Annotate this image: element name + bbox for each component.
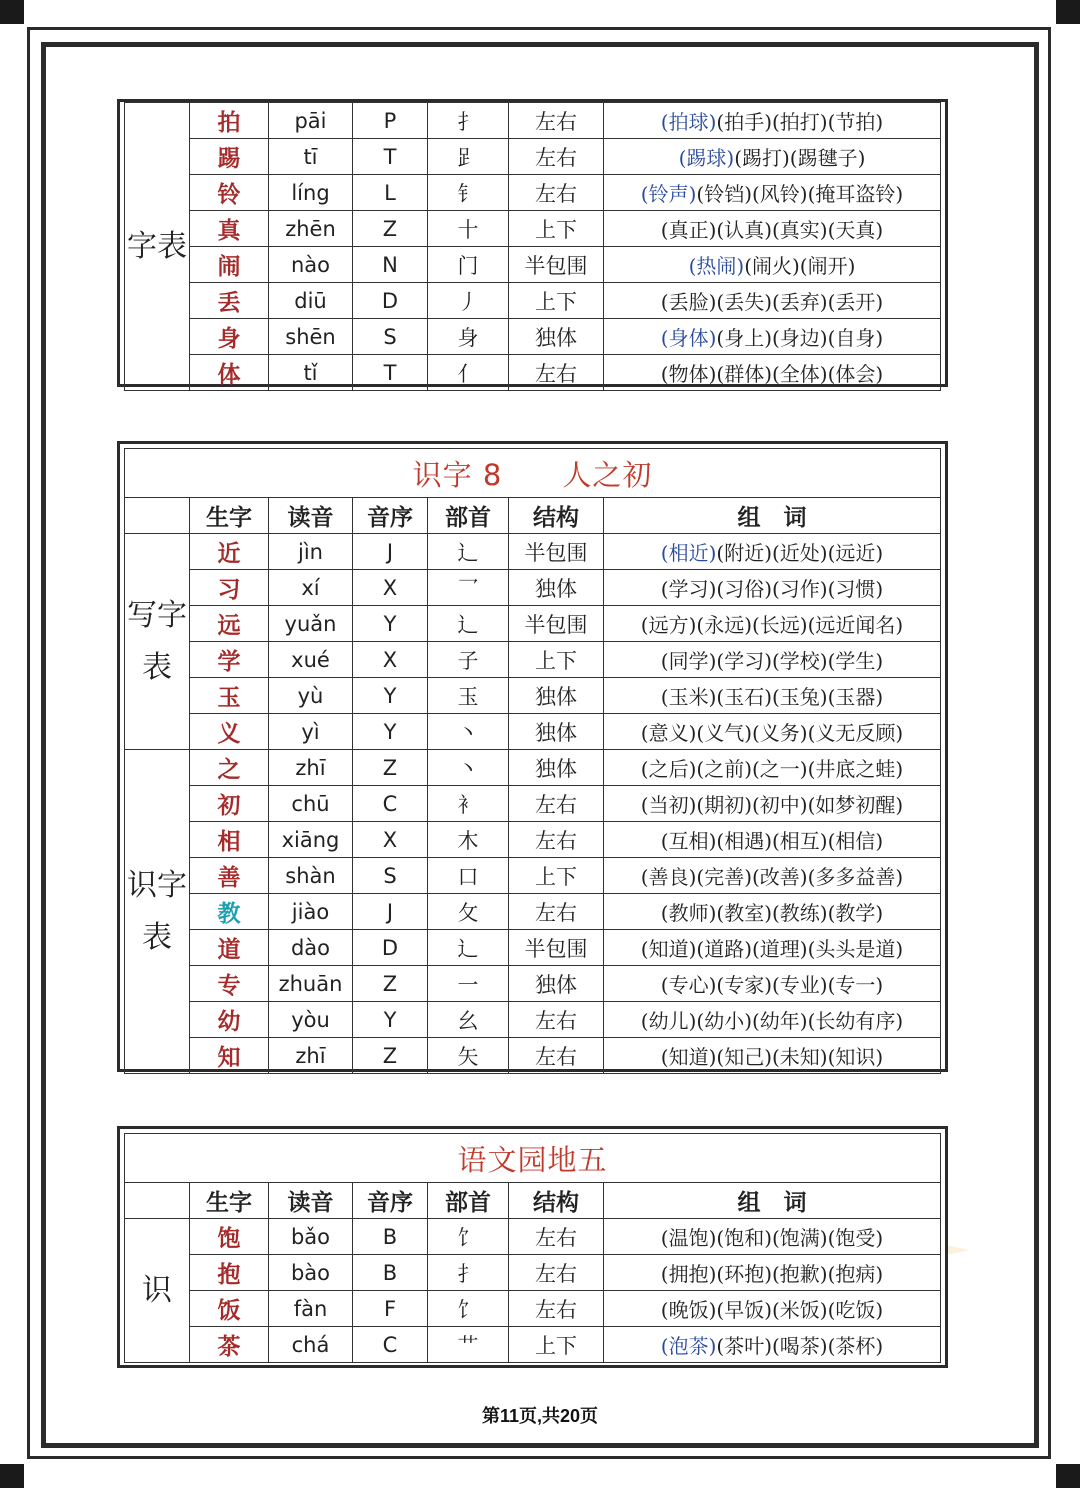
pinyin-cell: diū bbox=[269, 283, 353, 319]
words-cell bbox=[604, 534, 941, 570]
radical-cell: 辶 bbox=[428, 930, 509, 966]
words-cell bbox=[604, 1255, 941, 1291]
character-cell: 身 bbox=[190, 319, 269, 355]
words-cell bbox=[604, 103, 941, 139]
structure-cell: 左右 bbox=[509, 1291, 604, 1327]
structure-cell: 左右 bbox=[509, 355, 604, 391]
structure-cell: 独体 bbox=[509, 966, 604, 1002]
table-1 bbox=[124, 102, 941, 391]
radical-cell: 辶 bbox=[428, 534, 509, 570]
character-cell: 初 bbox=[190, 786, 269, 822]
table-1-container bbox=[117, 99, 948, 387]
pinyin-cell: jiào bbox=[269, 894, 353, 930]
table-row bbox=[125, 750, 941, 786]
structure-cell: 左右 bbox=[509, 1255, 604, 1291]
letter-order-cell: T bbox=[353, 355, 428, 391]
corner-mark bbox=[0, 0, 24, 24]
radical-cell: 幺 bbox=[428, 1002, 509, 1038]
table-3 bbox=[124, 1133, 941, 1363]
word-list: (教师)(教室)(教练)(教学) bbox=[660, 901, 884, 925]
letter-order-cell: C bbox=[353, 786, 428, 822]
table-row bbox=[125, 894, 941, 930]
column-header: 音序 bbox=[353, 498, 428, 534]
word-list: (闹火)(闹开) bbox=[744, 254, 856, 278]
letter-order-cell: Y bbox=[353, 678, 428, 714]
radical-cell: 一 bbox=[428, 966, 509, 1002]
table-2-container bbox=[117, 441, 948, 1072]
radical-cell: 口 bbox=[428, 858, 509, 894]
word-list: (踢打)(踢毽子) bbox=[734, 146, 866, 170]
pinyin-cell: dào bbox=[269, 930, 353, 966]
structure-cell: 上下 bbox=[509, 858, 604, 894]
character-cell: 拍 bbox=[190, 103, 269, 139]
letter-order-cell: B bbox=[353, 1219, 428, 1255]
highlighted-word: (热闹) bbox=[688, 254, 745, 278]
page-number: 第11页,共20页 bbox=[481, 1406, 599, 1426]
character-cell: 远 bbox=[190, 606, 269, 642]
word-list: (拥抱)(环抱)(抱歉)(抱病) bbox=[660, 1262, 884, 1286]
character-cell: 丢 bbox=[190, 283, 269, 319]
character-cell: 习 bbox=[190, 570, 269, 606]
words-cell bbox=[604, 283, 941, 319]
radical-cell: 𧾷 bbox=[428, 139, 509, 175]
table-row bbox=[125, 930, 941, 966]
letter-order-cell: F bbox=[353, 1291, 428, 1327]
pinyin-cell: xué bbox=[269, 642, 353, 678]
structure-cell: 独体 bbox=[509, 570, 604, 606]
column-header: 生字 bbox=[190, 1183, 269, 1219]
character-cell: 专 bbox=[190, 966, 269, 1002]
column-header: 部首 bbox=[428, 1183, 509, 1219]
pinyin-cell: pāi bbox=[269, 103, 353, 139]
column-header: 读音 bbox=[269, 498, 353, 534]
column-header: 读音 bbox=[269, 1183, 353, 1219]
category-label: 写字表 bbox=[125, 534, 190, 750]
word-list: (同学)(学习)(学校)(学生) bbox=[660, 649, 884, 673]
word-list: (意义)(义气)(义务)(义无反顾) bbox=[640, 721, 904, 745]
character-cell: 近 bbox=[190, 534, 269, 570]
highlighted-word: (踢球) bbox=[678, 146, 735, 170]
letter-order-cell: X bbox=[353, 570, 428, 606]
character-cell: 饱 bbox=[190, 1219, 269, 1255]
column-header: 组 词 bbox=[604, 1183, 941, 1219]
table-row bbox=[125, 714, 941, 750]
column-header: 生字 bbox=[190, 498, 269, 534]
table-row bbox=[125, 1219, 941, 1255]
letter-order-cell: Y bbox=[353, 714, 428, 750]
words-cell bbox=[604, 1327, 941, 1363]
word-list: (善良)(完善)(改善)(多多益善) bbox=[640, 865, 904, 889]
words-cell bbox=[604, 175, 941, 211]
category-label: 识字表 bbox=[125, 750, 190, 1074]
words-cell bbox=[604, 319, 941, 355]
words-cell bbox=[604, 247, 941, 283]
table-row bbox=[125, 1327, 941, 1363]
structure-cell: 半包围 bbox=[509, 247, 604, 283]
table-row bbox=[125, 606, 941, 642]
radical-cell: 饣 bbox=[428, 1291, 509, 1327]
letter-order-cell: S bbox=[353, 858, 428, 894]
letter-order-cell: T bbox=[353, 139, 428, 175]
pinyin-cell: yù bbox=[269, 678, 353, 714]
pinyin-cell: yòu bbox=[269, 1002, 353, 1038]
word-list: (茶叶)(喝茶)(茶杯) bbox=[716, 1334, 884, 1358]
highlighted-word: (铃声) bbox=[640, 182, 697, 206]
pinyin-cell: zhēn bbox=[269, 211, 353, 247]
structure-cell: 半包围 bbox=[509, 930, 604, 966]
words-cell bbox=[604, 1291, 941, 1327]
word-list: (互相)(相遇)(相互)(相信) bbox=[660, 829, 884, 853]
pinyin-cell: shàn bbox=[269, 858, 353, 894]
pinyin-cell: fàn bbox=[269, 1291, 353, 1327]
radical-cell: 丶 bbox=[428, 714, 509, 750]
pinyin-cell: chū bbox=[269, 786, 353, 822]
letter-order-cell: D bbox=[353, 930, 428, 966]
letter-order-cell: C bbox=[353, 1327, 428, 1363]
word-list: (温饱)(饱和)(饱满)(饱受) bbox=[660, 1226, 884, 1250]
word-list: (幼儿)(幼小)(幼年)(长幼有序) bbox=[640, 1009, 904, 1033]
word-list: (晚饭)(早饭)(米饭)(吃饭) bbox=[660, 1298, 884, 1322]
words-cell bbox=[604, 1002, 941, 1038]
words-cell bbox=[604, 570, 941, 606]
table-row bbox=[125, 570, 941, 606]
words-cell bbox=[604, 966, 941, 1002]
letter-order-cell: Z bbox=[353, 750, 428, 786]
word-list: (铃铛)(风铃)(掩耳盗铃) bbox=[696, 182, 904, 206]
structure-cell: 左右 bbox=[509, 1002, 604, 1038]
table-3-container bbox=[117, 1126, 948, 1368]
words-cell bbox=[604, 750, 941, 786]
table-row bbox=[125, 211, 941, 247]
pinyin-cell: xiāng bbox=[269, 822, 353, 858]
table-row bbox=[125, 319, 941, 355]
word-list: (物体)(群体)(全体)(体会) bbox=[660, 362, 884, 386]
radical-cell: 丶 bbox=[428, 750, 509, 786]
structure-cell: 半包围 bbox=[509, 534, 604, 570]
table-row bbox=[125, 822, 941, 858]
pinyin-cell: zhī bbox=[269, 1038, 353, 1074]
table-header-row bbox=[125, 498, 941, 534]
character-cell: 闹 bbox=[190, 247, 269, 283]
table-row bbox=[125, 103, 941, 139]
letter-order-cell: B bbox=[353, 1255, 428, 1291]
table-3-title: 语文园地五 bbox=[125, 1134, 941, 1183]
pinyin-cell: nào bbox=[269, 247, 353, 283]
table-row bbox=[125, 534, 941, 570]
word-list: (玉米)(玉石)(玉兔)(玉器) bbox=[660, 685, 884, 709]
radical-cell: 身 bbox=[428, 319, 509, 355]
character-cell: 相 bbox=[190, 822, 269, 858]
character-cell: 铃 bbox=[190, 175, 269, 211]
column-header: 组 词 bbox=[604, 498, 941, 534]
character-cell: 之 bbox=[190, 750, 269, 786]
radical-cell: 玉 bbox=[428, 678, 509, 714]
radical-cell: 钅 bbox=[428, 175, 509, 211]
radical-cell: 十 bbox=[428, 211, 509, 247]
column-header: 结构 bbox=[509, 498, 604, 534]
pinyin-cell: zhī bbox=[269, 750, 353, 786]
words-cell bbox=[604, 1038, 941, 1074]
pinyin-cell: yuǎn bbox=[269, 606, 353, 642]
pinyin-cell: bǎo bbox=[269, 1219, 353, 1255]
word-list: (专心)(专家)(专业)(专一) bbox=[660, 973, 884, 997]
character-cell: 幼 bbox=[190, 1002, 269, 1038]
structure-cell: 半包围 bbox=[509, 606, 604, 642]
structure-cell: 上下 bbox=[509, 1327, 604, 1363]
word-list: (知道)(知己)(未知)(知识) bbox=[660, 1045, 884, 1069]
corner-mark bbox=[1056, 0, 1080, 24]
column-header: 结构 bbox=[509, 1183, 604, 1219]
structure-cell: 左右 bbox=[509, 139, 604, 175]
table-2-title: 识字 8 人之初 bbox=[125, 449, 941, 498]
highlighted-word: (泡茶) bbox=[660, 1334, 717, 1358]
structure-cell: 左右 bbox=[509, 822, 604, 858]
highlighted-word: (身体) bbox=[660, 326, 717, 350]
character-cell: 教 bbox=[190, 894, 269, 930]
character-cell: 玉 bbox=[190, 678, 269, 714]
radical-cell: 艹 bbox=[428, 1327, 509, 1363]
letter-order-cell: X bbox=[353, 822, 428, 858]
radical-cell: 饣 bbox=[428, 1219, 509, 1255]
word-list: (当初)(期初)(初中)(如梦初醒) bbox=[640, 793, 904, 817]
radical-cell: 矢 bbox=[428, 1038, 509, 1074]
structure-cell: 左右 bbox=[509, 786, 604, 822]
character-cell: 真 bbox=[190, 211, 269, 247]
table-header-row bbox=[125, 1183, 941, 1219]
letter-order-cell: P bbox=[353, 103, 428, 139]
table-row bbox=[125, 1291, 941, 1327]
letter-order-cell: Y bbox=[353, 606, 428, 642]
table-row bbox=[125, 247, 941, 283]
pinyin-cell: jìn bbox=[269, 534, 353, 570]
letter-order-cell: Y bbox=[353, 1002, 428, 1038]
column-header: 部首 bbox=[428, 498, 509, 534]
character-cell: 抱 bbox=[190, 1255, 269, 1291]
table-row bbox=[125, 966, 941, 1002]
character-cell: 踢 bbox=[190, 139, 269, 175]
words-cell bbox=[604, 211, 941, 247]
letter-order-cell: X bbox=[353, 642, 428, 678]
word-list: (真正)(认真)(真实)(天真) bbox=[660, 218, 884, 242]
words-cell bbox=[604, 858, 941, 894]
radical-cell: 门 bbox=[428, 247, 509, 283]
structure-cell: 独体 bbox=[509, 319, 604, 355]
structure-cell: 左右 bbox=[509, 1219, 604, 1255]
table-row bbox=[125, 175, 941, 211]
letter-order-cell: Z bbox=[353, 966, 428, 1002]
letter-order-cell: N bbox=[353, 247, 428, 283]
pinyin-cell: xí bbox=[269, 570, 353, 606]
word-list: (身上)(身边)(自身) bbox=[716, 326, 884, 350]
pinyin-cell: tī bbox=[269, 139, 353, 175]
radical-cell: 辶 bbox=[428, 606, 509, 642]
structure-cell: 上下 bbox=[509, 211, 604, 247]
letter-order-cell: S bbox=[353, 319, 428, 355]
structure-cell: 上下 bbox=[509, 283, 604, 319]
structure-cell: 左右 bbox=[509, 175, 604, 211]
letter-order-cell: Z bbox=[353, 211, 428, 247]
pinyin-cell: líng bbox=[269, 175, 353, 211]
words-cell bbox=[604, 1219, 941, 1255]
character-cell: 道 bbox=[190, 930, 269, 966]
word-list: (学习)(习俗)(习作)(习惯) bbox=[660, 577, 884, 601]
structure-cell: 左右 bbox=[509, 103, 604, 139]
table-row bbox=[125, 139, 941, 175]
table-row bbox=[125, 1002, 941, 1038]
table-row bbox=[125, 1038, 941, 1074]
pinyin-cell: bào bbox=[269, 1255, 353, 1291]
category-label: 识 bbox=[125, 1219, 190, 1363]
words-cell bbox=[604, 894, 941, 930]
radical-cell: 丿 bbox=[428, 283, 509, 319]
letter-order-cell: D bbox=[353, 283, 428, 319]
words-cell bbox=[604, 786, 941, 822]
radical-cell: 扌 bbox=[428, 103, 509, 139]
radical-cell: 子 bbox=[428, 642, 509, 678]
radical-cell: 衤 bbox=[428, 786, 509, 822]
character-cell: 茶 bbox=[190, 1327, 269, 1363]
character-cell: 体 bbox=[190, 355, 269, 391]
radical-cell: 扌 bbox=[428, 1255, 509, 1291]
character-cell: 学 bbox=[190, 642, 269, 678]
words-cell bbox=[604, 678, 941, 714]
words-cell bbox=[604, 714, 941, 750]
words-cell bbox=[604, 642, 941, 678]
radical-cell: 木 bbox=[428, 822, 509, 858]
structure-cell: 左右 bbox=[509, 1038, 604, 1074]
radical-cell: 攵 bbox=[428, 894, 509, 930]
highlighted-word: (相近) bbox=[660, 541, 717, 565]
header-blank bbox=[125, 1183, 190, 1219]
table-row bbox=[125, 1255, 941, 1291]
word-list: (附近)(近处)(远近) bbox=[716, 541, 884, 565]
letter-order-cell: J bbox=[353, 894, 428, 930]
word-list: (丢脸)(丢失)(丢弃)(丢开) bbox=[660, 290, 884, 314]
table-row bbox=[125, 786, 941, 822]
word-list: (拍手)(拍打)(节拍) bbox=[716, 110, 884, 134]
radical-cell: 亻 bbox=[428, 355, 509, 391]
table-row bbox=[125, 355, 941, 391]
corner-mark bbox=[0, 1464, 24, 1488]
pinyin-cell: shēn bbox=[269, 319, 353, 355]
pinyin-cell: yì bbox=[269, 714, 353, 750]
word-list: (知道)(道路)(道理)(头头是道) bbox=[640, 937, 904, 961]
pinyin-cell: chá bbox=[269, 1327, 353, 1363]
table-row bbox=[125, 678, 941, 714]
word-list: (之后)(之前)(之一)(井底之蛙) bbox=[640, 757, 904, 781]
letter-order-cell: Z bbox=[353, 1038, 428, 1074]
column-header: 音序 bbox=[353, 1183, 428, 1219]
pinyin-cell: zhuān bbox=[269, 966, 353, 1002]
radical-cell: 乛 bbox=[428, 570, 509, 606]
structure-cell: 独体 bbox=[509, 714, 604, 750]
table-row bbox=[125, 642, 941, 678]
character-cell: 饭 bbox=[190, 1291, 269, 1327]
table-row bbox=[125, 283, 941, 319]
letter-order-cell: J bbox=[353, 534, 428, 570]
words-cell bbox=[604, 139, 941, 175]
structure-cell: 独体 bbox=[509, 750, 604, 786]
words-cell bbox=[604, 930, 941, 966]
letter-order-cell: L bbox=[353, 175, 428, 211]
structure-cell: 上下 bbox=[509, 642, 604, 678]
corner-mark bbox=[1056, 1464, 1080, 1488]
header-blank bbox=[125, 498, 190, 534]
character-cell: 善 bbox=[190, 858, 269, 894]
category-label: 字表 bbox=[125, 103, 190, 391]
words-cell bbox=[604, 355, 941, 391]
highlighted-word: (拍球) bbox=[660, 110, 717, 134]
table-row bbox=[125, 858, 941, 894]
pinyin-cell: tǐ bbox=[269, 355, 353, 391]
word-list: (远方)(永远)(长远)(远近闻名) bbox=[640, 613, 904, 637]
character-cell: 知 bbox=[190, 1038, 269, 1074]
structure-cell: 独体 bbox=[509, 678, 604, 714]
words-cell bbox=[604, 606, 941, 642]
table-2 bbox=[124, 448, 941, 1074]
structure-cell: 左右 bbox=[509, 894, 604, 930]
character-cell: 义 bbox=[190, 714, 269, 750]
words-cell bbox=[604, 822, 941, 858]
